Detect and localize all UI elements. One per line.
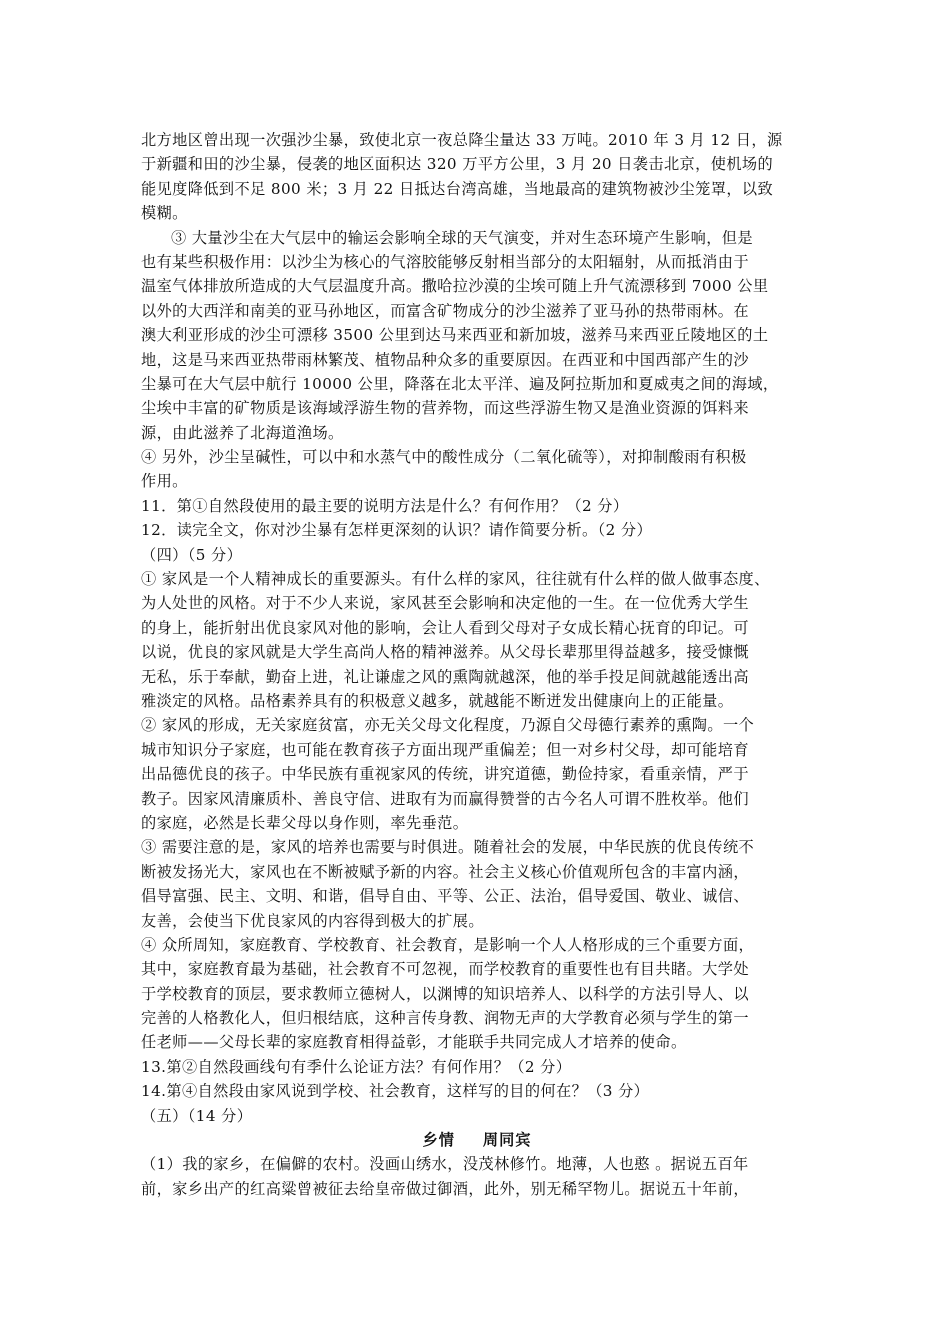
paragraph-2-start: ② 家风的形成，无关家庭贫富，亦无关父母文化程度，乃源自父母德行素养的熏陶。一个 bbox=[141, 716, 755, 735]
text-line: 任老师——父母长辈的家庭教育相得益彰，才能联手共同完成人才培养的使命。 bbox=[141, 1033, 687, 1052]
text-line: 源，由此滋养了北海道渔场。 bbox=[141, 423, 344, 442]
story-author: 周同宾 bbox=[482, 1131, 532, 1150]
text-line: 能见度降低到不足 800 米；3 月 22 日抵达台湾高雄，当地最高的建筑物被沙尘笼罩，以致 bbox=[141, 179, 774, 198]
paragraph-3-start: ③ 需要注意的是，家风的培养也需要与时俱进。随着社会的发展，中华民族的优良传统不 bbox=[141, 838, 755, 857]
question-13: 13.第②自然段画线句有季什么论证方法？有何作用？（2 分） bbox=[141, 1057, 572, 1076]
text-line: 出品德优良的孩子。中华民族有重视家风的传统，讲究道德，勤俭持家，看重亲情，严于 bbox=[141, 765, 749, 784]
text-line: 断被发扬光大，家风也在不断被赋予新的内容。社会主义核心价值观所包含的丰富内涵， bbox=[141, 862, 749, 881]
text-line: 尘埃中丰富的矿物质是该海域浮游生物的营养物，而这些浮游生物又是渔业资源的饵料来 bbox=[141, 399, 749, 418]
text-line: 为人处世的风格。对于不少人来说，家风甚至会影响和决定他的一生。在一位优秀大学生 bbox=[141, 594, 749, 613]
text-line: 作用。 bbox=[141, 472, 188, 491]
paragraph-4-start: ④ 众所周知，家庭教育、学校教育、社会教育，是影响一个人人格形成的三个重要方面， bbox=[141, 935, 755, 954]
text-line: 北方地区曾出现一次强沙尘暴，致使北京一夜总降尘量达 33 万吨。2010 年 3 月 12 日，源 bbox=[141, 131, 783, 149]
paragraph-3-start: ③ 大量沙尘在大气层中的输运会影响全球的天气演变，并对生态环境产生影响，但是 bbox=[171, 228, 753, 247]
section-4-heading: （四）（5 分） bbox=[141, 545, 243, 564]
text-line: 地，这是马来西亚热带雨林繁茂、植物品种众多的重要原因。在西亚和中国西部产生的沙 bbox=[141, 350, 749, 369]
text-line: 倡导富强、民主、文明、和谐，倡导自由、平等、公正、法治，倡导爱国、敬业、诚信、 bbox=[141, 887, 749, 906]
text-line: 也有某些积极作用：以沙尘为核心的气溶胶能够反射相当部分的太阳辐射，从而抵消由于 bbox=[141, 252, 749, 271]
text-line: 其中，家庭教育最为基础，社会教育不可忽视，而学校教育的重要性也有目共睹。大学处 bbox=[141, 960, 749, 979]
question-14: 14.第④自然段由家风说到学校、社会教育，这样写的目的何在？（3 分） bbox=[141, 1082, 650, 1101]
question-11: 11．第①自然段使用的最主要的说明方法是什么？有何作用？（2 分） bbox=[141, 496, 629, 515]
text-line: 以外的大西洋和南美的亚马孙地区，而富含矿物成分的沙尘滋养了亚马孙的热带雨林。在 bbox=[141, 301, 749, 320]
document-page bbox=[141, 128, 813, 1201]
text-line: 温室气体排放所造成的大气层温度升高。撒哈拉沙漠的尘埃可随上升气流漂移到 7000 公里 bbox=[141, 277, 769, 296]
question-12: 12．读完全文，你对沙尘暴有怎样更深刻的认识？请作简要分析。（2 分） bbox=[141, 521, 653, 540]
section-5-heading: （五）（14 分） bbox=[141, 1106, 253, 1125]
text-line: 前，家乡出产的红高粱曾被征去给皇帝做过御酒，此外，别无稀罕物儿。据说五十年前， bbox=[141, 1179, 749, 1198]
text-line: 模糊。 bbox=[141, 204, 188, 223]
text-line: 以说，优良的家风就是大学生高尚人格的精神滋养。从父母长辈那里得益越多，接受慷慨 bbox=[141, 643, 749, 662]
text-line: 澳大利亚形成的沙尘可漂移 3500 公里到达马来西亚和新加坡，滋养马来西亚丘陵地区的土 bbox=[141, 326, 769, 345]
story-paragraph-1-start: （1）我的家乡，在偏僻的农村。没画山绣水，没茂林修竹。地薄，人也憨 。据说五百年 bbox=[141, 1155, 749, 1174]
text-line: 的家庭，必然是长辈父母以身作则，率先垂范。 bbox=[141, 813, 469, 832]
story-title-line bbox=[141, 1128, 813, 1152]
text-line: 于学校教育的顶层，要求教师立德树人，以渊博的知识培养人、以科学的方法引导人、以 bbox=[141, 984, 749, 1003]
text-line: 尘暴可在大气层中航行 10000 公里，降落在北太平洋、遍及阿拉斯加和夏威夷之间的海域， bbox=[141, 374, 779, 393]
text-line: 友善，会使当下优良家风的内容得到极大的扩展。 bbox=[141, 911, 484, 930]
text-line: 的身上，能折射出优良家风对他的影响，会让人看到父母对子女成长精心抚育的印记。可 bbox=[141, 618, 749, 637]
text-line: 城市知识分子家庭，也可能在教育孩子方面出现严重偏差；但一对乡村父母，却可能培育 bbox=[141, 740, 749, 759]
text-line: 完善的人格教化人，但归根结底，这种言传身教、润物无声的大学教育必须与学生的第一 bbox=[141, 1009, 749, 1028]
text-line: 于新疆和田的沙尘暴，侵袭的地区面积达 320 万平方公里，3 月 20 日袭击北京，使机场的 bbox=[141, 155, 774, 174]
text-line: 无私，乐于奉献，勤奋上进，礼让谦虚之风的熏陶就越深，他的举手投足间就越能透出高 bbox=[141, 667, 749, 686]
paragraph-4-start: ④ 另外，沙尘呈碱性，可以中和水蒸气中的酸性成分（二氧化硫等），对抑制酸雨有积极 bbox=[141, 448, 747, 467]
paragraph-1-start: ① 家风是一个人精神成长的重要源头。有什么样的家风，往往就有什么样的做人做事态度、 bbox=[141, 570, 770, 589]
text-line: 教子。因家风清廉质朴、善良守信、进取有为而赢得赞誉的古今名人可谓不胜枚举。他们 bbox=[141, 789, 749, 808]
text-line: 雅淡定的风格。品格素养具有的积极意义越多，就越能不断迸发出健康向上的正能量。 bbox=[141, 691, 734, 710]
story-title: 乡情 bbox=[422, 1131, 455, 1150]
